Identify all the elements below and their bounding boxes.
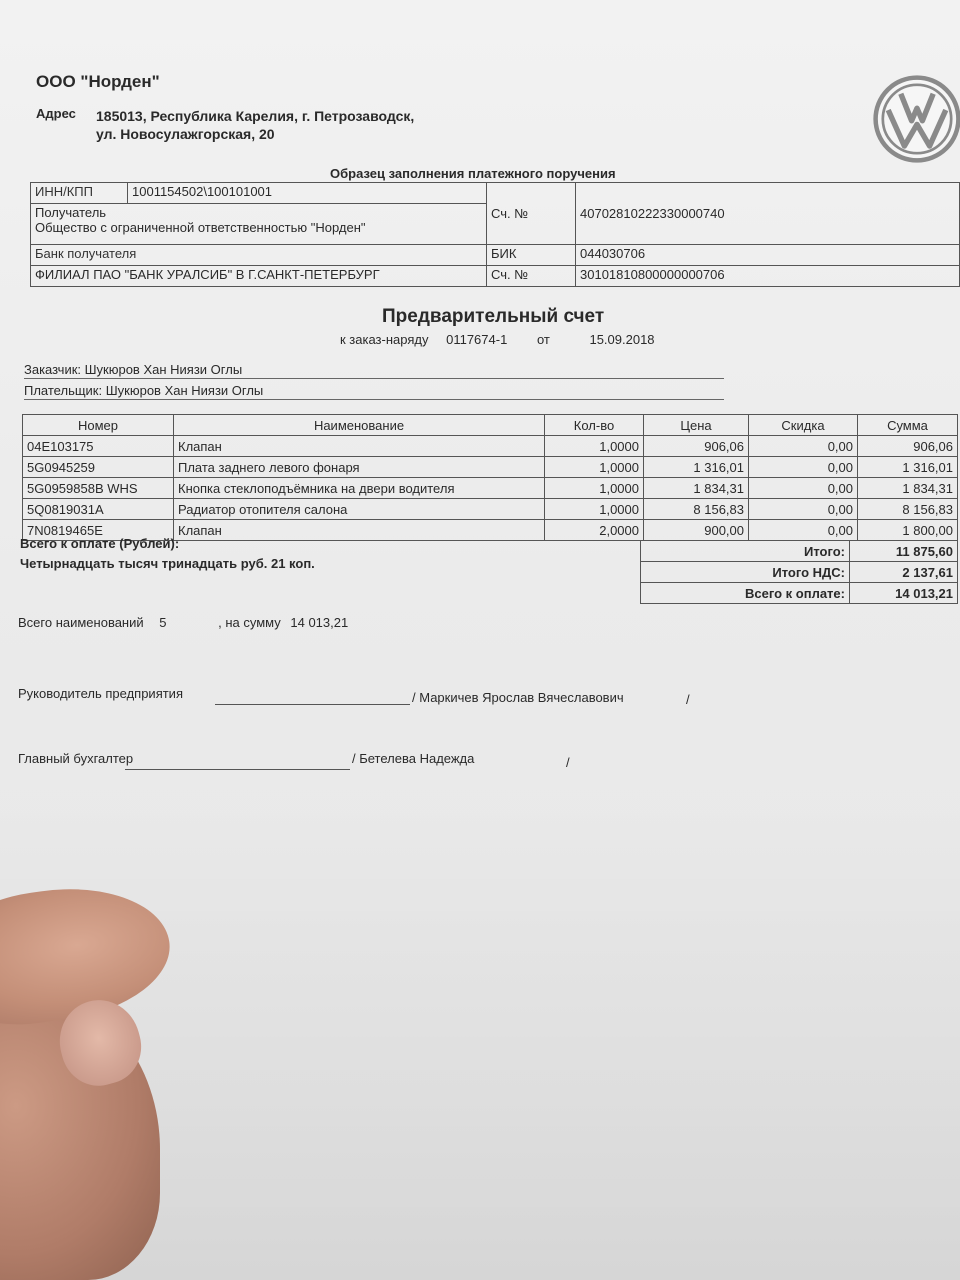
item-sum: 1 834,31 bbox=[858, 478, 958, 499]
item-name: Кнопка стеклоподъёмника на двери водителя bbox=[174, 478, 545, 499]
address-line-2: ул. Новосулажгорская, 20 bbox=[96, 126, 275, 142]
total-words-label: Всего к оплате (Рублей): bbox=[20, 536, 180, 551]
company-name: ООО "Норден" bbox=[36, 72, 160, 91]
table-row bbox=[23, 499, 958, 520]
item-number: 7N0819465E bbox=[23, 520, 174, 541]
item-price: 8 156,83 bbox=[644, 499, 749, 520]
bank-caption: Образец заполнения платежного поручения bbox=[330, 166, 616, 181]
item-discount: 0,00 bbox=[749, 436, 858, 457]
subtotal-row bbox=[641, 541, 958, 562]
item-price: 1 316,01 bbox=[644, 457, 749, 478]
item-qty: 1,0000 bbox=[545, 499, 644, 520]
item-sum: 8 156,83 bbox=[858, 499, 958, 520]
item-name: Клапан bbox=[174, 520, 545, 541]
grand-total-value: 14 013,21 bbox=[850, 583, 958, 604]
vat-value: 2 137,61 bbox=[850, 562, 958, 583]
vat-label: Итого НДС: bbox=[641, 562, 850, 583]
item-discount: 0,00 bbox=[749, 499, 858, 520]
address-line-1: 185013, Республика Карелия, г. Петрозаводск, bbox=[96, 108, 415, 124]
bank-value: ФИЛИАЛ ПАО "БАНК УРАЛСИБ" В Г.САНКТ-ПЕТЕРБУРГ bbox=[31, 266, 487, 287]
account-value: 40702810222330000740 bbox=[576, 183, 960, 245]
item-discount: 0,00 bbox=[749, 520, 858, 541]
count-value: 5 bbox=[159, 615, 167, 630]
col-discount: Скидка bbox=[749, 415, 858, 436]
item-price: 906,06 bbox=[644, 436, 749, 457]
account-label: Сч. № bbox=[487, 183, 576, 245]
items-table bbox=[22, 414, 958, 541]
vat-row bbox=[641, 562, 958, 583]
customer-line: Заказчик: Шукюров Хан Ниязи Оглы bbox=[24, 362, 724, 379]
accountant-end-slash: / bbox=[566, 755, 570, 770]
item-number: 5G0959858B WHS bbox=[23, 478, 174, 499]
col-number: Номер bbox=[23, 415, 174, 436]
payer-label: Плательщик: bbox=[24, 383, 103, 398]
table-row bbox=[23, 478, 958, 499]
item-qty: 1,0000 bbox=[545, 457, 644, 478]
sum-value: 14 013,21 bbox=[290, 615, 349, 630]
col-qty: Кол-во bbox=[545, 415, 644, 436]
col-price: Цена bbox=[644, 415, 749, 436]
grand-total-label: Всего к оплате: bbox=[641, 583, 850, 604]
address-label: Адрес bbox=[36, 106, 76, 121]
item-name: Плата заднего левого фонаря bbox=[174, 457, 545, 478]
recipient-label: Получатель bbox=[35, 205, 107, 220]
item-discount: 0,00 bbox=[749, 478, 858, 499]
items-header-row bbox=[23, 415, 958, 436]
director-signature-line bbox=[215, 704, 410, 705]
corr-value: 30101810800000000706 bbox=[576, 266, 960, 287]
item-sum: 906,06 bbox=[858, 436, 958, 457]
inn-value: 1001154502\100101001 bbox=[128, 183, 487, 204]
item-qty: 1,0000 bbox=[545, 478, 644, 499]
bank-label: Банк получателя bbox=[31, 245, 487, 266]
item-number: 5G0945259 bbox=[23, 457, 174, 478]
col-sum: Сумма bbox=[858, 415, 958, 436]
item-name: Клапан bbox=[174, 436, 545, 457]
item-sum: 1 800,00 bbox=[858, 520, 958, 541]
items-count-line bbox=[18, 615, 348, 630]
order-prefix: к заказ-наряду bbox=[340, 332, 429, 347]
totals-table bbox=[640, 540, 958, 604]
item-name: Радиатор отопителя салона bbox=[174, 499, 545, 520]
item-price: 1 834,31 bbox=[644, 478, 749, 499]
payer-name: Шукюров Хан Ниязи Оглы bbox=[105, 383, 264, 398]
count-label: Всего наименований bbox=[18, 615, 144, 630]
table-row bbox=[23, 436, 958, 457]
item-discount: 0,00 bbox=[749, 457, 858, 478]
vw-logo-icon bbox=[872, 74, 960, 164]
subtotal-value: 11 875,60 bbox=[850, 541, 958, 562]
date-prefix: от bbox=[536, 332, 550, 347]
grand-total-row bbox=[641, 583, 958, 604]
director-label: Руководитель предприятия bbox=[18, 686, 183, 701]
recipient-value: Общество с ограниченной ответственностью "Норден" bbox=[35, 220, 366, 235]
item-number: 5Q0819031A bbox=[23, 499, 174, 520]
director-name: / Маркичев Ярослав Вячеславович bbox=[412, 690, 624, 705]
item-qty: 2,0000 bbox=[545, 520, 644, 541]
payer-line bbox=[24, 383, 724, 400]
accountant-label: Главный бухгалтер bbox=[18, 751, 134, 766]
accountant-signature-line bbox=[125, 769, 350, 770]
item-qty: 1,0000 bbox=[545, 436, 644, 457]
sum-label: , на сумму bbox=[218, 615, 281, 630]
order-number: 0117674-1 bbox=[446, 332, 508, 347]
order-date: 15.09.2018 bbox=[589, 332, 655, 347]
table-row bbox=[23, 457, 958, 478]
col-name: Наименование bbox=[174, 415, 545, 436]
bik-label: БИК bbox=[487, 245, 576, 266]
item-sum: 1 316,01 bbox=[858, 457, 958, 478]
item-price: 900,00 bbox=[644, 520, 749, 541]
total-words: Четырнадцать тысяч тринадцать руб. 21 коп. bbox=[20, 556, 315, 571]
corr-label: Сч. № bbox=[487, 266, 576, 287]
accountant-name: / Бетелева Надежда bbox=[352, 751, 475, 766]
invoice-title: Предварительный счет bbox=[382, 306, 605, 327]
bank-details-table bbox=[30, 182, 960, 287]
invoice-order-line bbox=[340, 332, 655, 347]
inn-label: ИНН/КПП bbox=[31, 183, 128, 204]
subtotal-label: Итого: bbox=[641, 541, 850, 562]
director-end-slash: / bbox=[686, 692, 690, 707]
recipient-cell bbox=[31, 204, 487, 245]
bik-value: 044030706 bbox=[576, 245, 960, 266]
item-number: 04E103175 bbox=[23, 436, 174, 457]
